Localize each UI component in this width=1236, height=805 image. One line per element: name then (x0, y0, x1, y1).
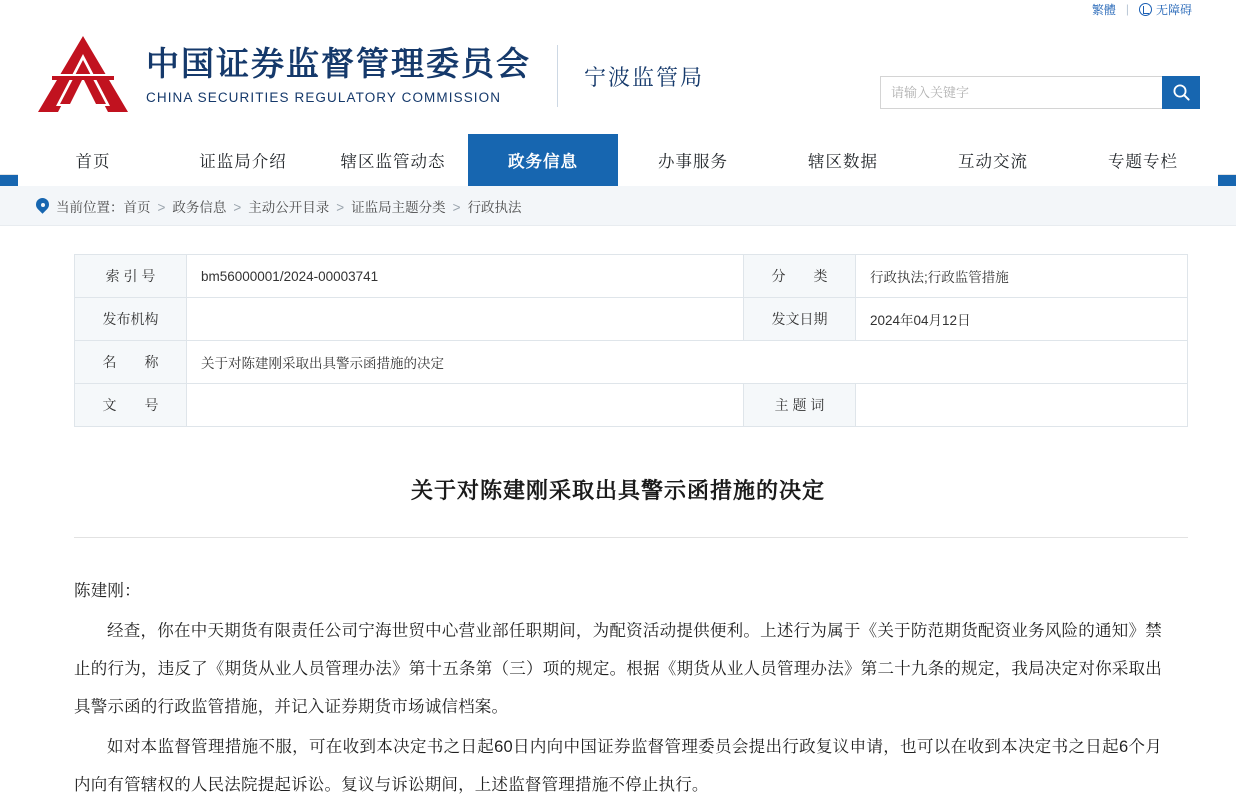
nav-item-2[interactable]: 辖区监管动态 (340, 153, 446, 171)
breadcrumb-item-4[interactable]: 行政执法 (467, 199, 522, 215)
meta-label-left-0: 索 引 号 (75, 255, 187, 298)
meta-label-left-1: 发布机构 (75, 298, 187, 341)
accessibility-link[interactable] (1139, 1, 1192, 18)
search-box (880, 76, 1200, 109)
meta-value-left-1 (187, 298, 744, 341)
nav-item-0[interactable]: 首页 (75, 153, 111, 171)
meta-value-left-2: 关于对陈建刚采取出具警示函措施的决定 (187, 341, 1188, 384)
nav-item-3[interactable]: 政务信息 (468, 134, 618, 186)
traditional-chinese-link[interactable]: 繁體 (1091, 2, 1116, 17)
title-divider (74, 537, 1188, 538)
bureau-name: 宁波监管局 (584, 64, 705, 90)
document-body (74, 572, 1162, 804)
site-title-en: CHINA SECURITIES REGULATORY COMMISSION (146, 89, 502, 105)
meta-label-right-1: 发文日期 (744, 298, 856, 341)
nav-item-4[interactable]: 办事服务 (658, 153, 728, 171)
breadcrumb (0, 186, 1236, 226)
table-row (75, 255, 1188, 298)
meta-label-right-0: 分 类 (744, 255, 856, 298)
paragraph-2: 如对本监督管理措施不服，可在收到本决定书之日起60日内向中国证券监督管理委员会提出行政复议申请，也可以在收到本决定书之日起6个月内向有管辖权的人民法院提起诉讼。复议与诉讼期间，上述监督管理措施不停止执行。 (74, 738, 1162, 794)
meta-label-right-3: 主 题 词 (744, 384, 856, 427)
site-title-cn: 中国证券监督管理委员会 (146, 47, 531, 84)
meta-label-left-3: 文 号 (75, 384, 187, 427)
meta-value-right-1: 2024年04月12日 (856, 298, 1188, 341)
accessibility-label: 无障碍 (1155, 2, 1192, 17)
header-divider (557, 45, 558, 107)
nav-item-5[interactable]: 辖区数据 (808, 153, 878, 171)
nav-item-1[interactable]: 证监局介绍 (199, 153, 287, 171)
salutation: 陈建刚： (74, 582, 141, 600)
search-input[interactable] (880, 76, 1162, 109)
breadcrumb-item-0[interactable]: 首页 (123, 199, 151, 215)
meta-value-right-3 (856, 384, 1188, 427)
topbar-divider: | (1125, 2, 1129, 16)
table-row (75, 341, 1188, 384)
meta-value-left-0: bm56000001/2024-00003741 (187, 255, 744, 298)
search-button[interactable] (1162, 76, 1200, 109)
breadcrumb-separator: > (157, 199, 166, 215)
search-icon (1172, 83, 1191, 102)
top-utility-bar (0, 0, 1236, 18)
page-title: 关于对陈建刚采取出具警示函措施的决定 (410, 478, 825, 503)
header-titles (146, 45, 704, 107)
csrc-logo-icon (36, 34, 130, 119)
table-row (75, 384, 1188, 427)
nav-item-6[interactable]: 互动交流 (958, 153, 1028, 171)
main-content (0, 226, 1236, 804)
location-pin-icon (36, 198, 49, 213)
breadcrumb-separator: > (452, 199, 461, 215)
breadcrumb-separator: > (336, 199, 345, 215)
accessibility-icon (1139, 3, 1152, 16)
site-header (0, 18, 1236, 134)
breadcrumb-item-1[interactable]: 政务信息 (172, 199, 227, 215)
breadcrumb-separator: > (233, 199, 242, 215)
main-navigation (0, 134, 1236, 186)
breadcrumb-prefix: 当前位置： (56, 199, 124, 215)
document-meta-table (74, 254, 1188, 427)
breadcrumb-item-2[interactable]: 主动公开目录 (248, 199, 330, 215)
table-row (75, 298, 1188, 341)
meta-label-left-2: 名 称 (75, 341, 187, 384)
breadcrumb-items (124, 196, 522, 216)
nav-list (18, 134, 1218, 186)
nav-item-7[interactable]: 专题专栏 (1108, 153, 1178, 171)
meta-value-left-3 (187, 384, 744, 427)
paragraph-1: 经查，你在中天期货有限责任公司宁海世贸中心营业部任职期间，为配资活动提供便利。上述行为属于《关于防范期货配资业务风险的通知》禁止的行为，违反了《期货从业人员管理办法》第十五条第（三）项的规定。根据《期货从业人员管理办法》第二十九条的规定，我局决定对你采取出具警示函的行政监管措施，并记入证券期货市场诚信档案。 (74, 622, 1162, 716)
breadcrumb-item-3[interactable]: 证监局主题分类 (351, 199, 446, 215)
meta-value-right-0: 行政执法;行政监管措施 (856, 255, 1188, 298)
